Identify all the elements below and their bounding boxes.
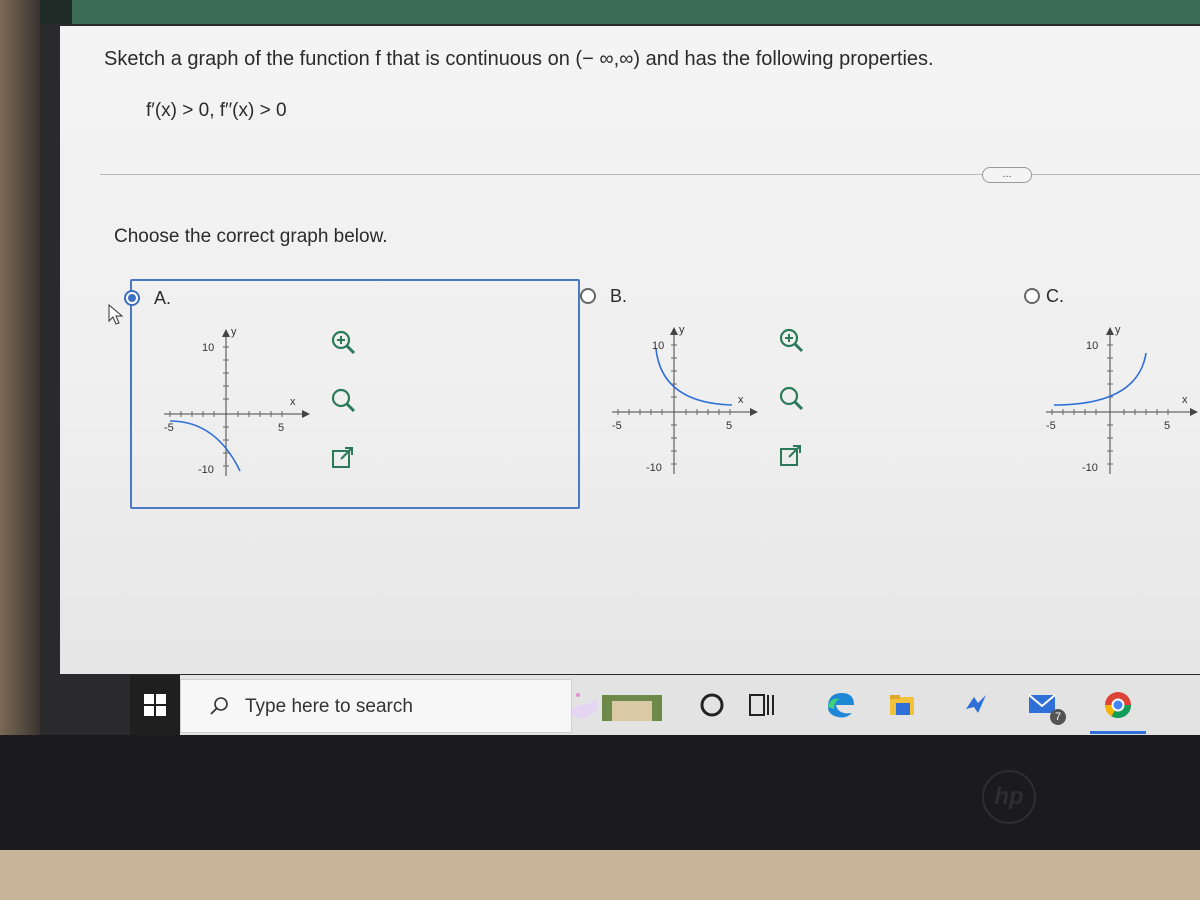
graph-c-y-bottom-label: -10 <box>1082 462 1098 474</box>
option-a[interactable] <box>130 279 580 509</box>
taskbar <box>130 675 1200 735</box>
graph-c-y-axis-label: y <box>1115 324 1121 336</box>
option-b-label: B. <box>610 286 628 306</box>
search-input[interactable] <box>180 679 572 733</box>
graph-a-x-right-label: 5 <box>278 422 285 434</box>
graph-a-y-axis-label: y <box>231 326 237 338</box>
graph-b-y-top-label: 10 <box>652 340 665 352</box>
graph-b-x-axis-label: x <box>738 394 744 406</box>
condition-text: f′(x) > 0, f′′(x) > 0 <box>146 100 287 121</box>
desk-surface <box>0 850 1200 900</box>
hp-logo: hp <box>982 770 1036 824</box>
expand-icon[interactable] <box>330 445 356 471</box>
more-button[interactable]: ... <box>982 167 1032 183</box>
option-c-label: C. <box>1046 286 1064 306</box>
graph-b-y-bottom-label: -10 <box>646 462 662 474</box>
graph-c <box>1028 319 1200 489</box>
unicorn-app-icon[interactable] <box>562 685 672 727</box>
option-a-label: A. <box>154 288 172 308</box>
zoom-out-icon[interactable] <box>330 387 356 413</box>
graph-b-x-left-label: -5 <box>612 420 622 432</box>
cortana-icon[interactable] <box>696 689 728 721</box>
graph-a <box>154 321 324 491</box>
search-placeholder: Type here to search <box>245 696 413 717</box>
windows-icon <box>144 694 166 716</box>
zoom-in-icon[interactable] <box>330 329 356 355</box>
chrome-active-indicator <box>1090 731 1146 734</box>
problem-screen <box>60 26 1200 674</box>
graph-b-y-axis-label: y <box>679 324 685 336</box>
option-b-radio[interactable] <box>580 288 596 304</box>
task-view-icon[interactable] <box>746 689 778 721</box>
graph-c-x-axis-label: x <box>1182 394 1188 406</box>
graph-b-x-right-label: 5 <box>726 420 733 432</box>
option-c[interactable] <box>1020 279 1200 505</box>
option-c-radio[interactable] <box>1024 288 1040 304</box>
chrome-icon[interactable] <box>1102 689 1134 721</box>
start-button[interactable] <box>130 675 180 735</box>
divider <box>100 174 1200 175</box>
graph-b <box>602 319 772 489</box>
option-b[interactable] <box>578 279 1008 505</box>
mouse-cursor-icon <box>108 304 124 326</box>
search-icon <box>209 695 231 717</box>
edge-browser-icon[interactable] <box>824 689 856 721</box>
bezel-top-accent <box>72 0 1200 24</box>
expand-icon[interactable] <box>778 443 804 469</box>
zoom-out-icon[interactable] <box>778 385 804 411</box>
prompt-text: Choose the correct graph below. <box>114 226 388 247</box>
graph-a-x-left-label: -5 <box>164 422 174 434</box>
teams-icon[interactable] <box>960 689 992 721</box>
graph-a-y-bottom-label: -10 <box>198 464 214 476</box>
zoom-in-icon[interactable] <box>778 327 804 353</box>
option-a-radio[interactable] <box>124 290 140 306</box>
graph-c-x-left-label: -5 <box>1046 420 1056 432</box>
question-text: Sketch a graph of the function f that is continuous on (− ∞,∞) and has the following properties. <box>104 48 934 70</box>
mail-badge: 7 <box>1050 709 1066 725</box>
graph-a-y-top-label: 10 <box>202 342 215 354</box>
file-explorer-icon[interactable] <box>886 689 918 721</box>
graph-a-x-axis-label: x <box>290 396 296 408</box>
graph-c-y-top-label: 10 <box>1086 340 1099 352</box>
graph-c-x-right-label: 5 <box>1164 420 1171 432</box>
